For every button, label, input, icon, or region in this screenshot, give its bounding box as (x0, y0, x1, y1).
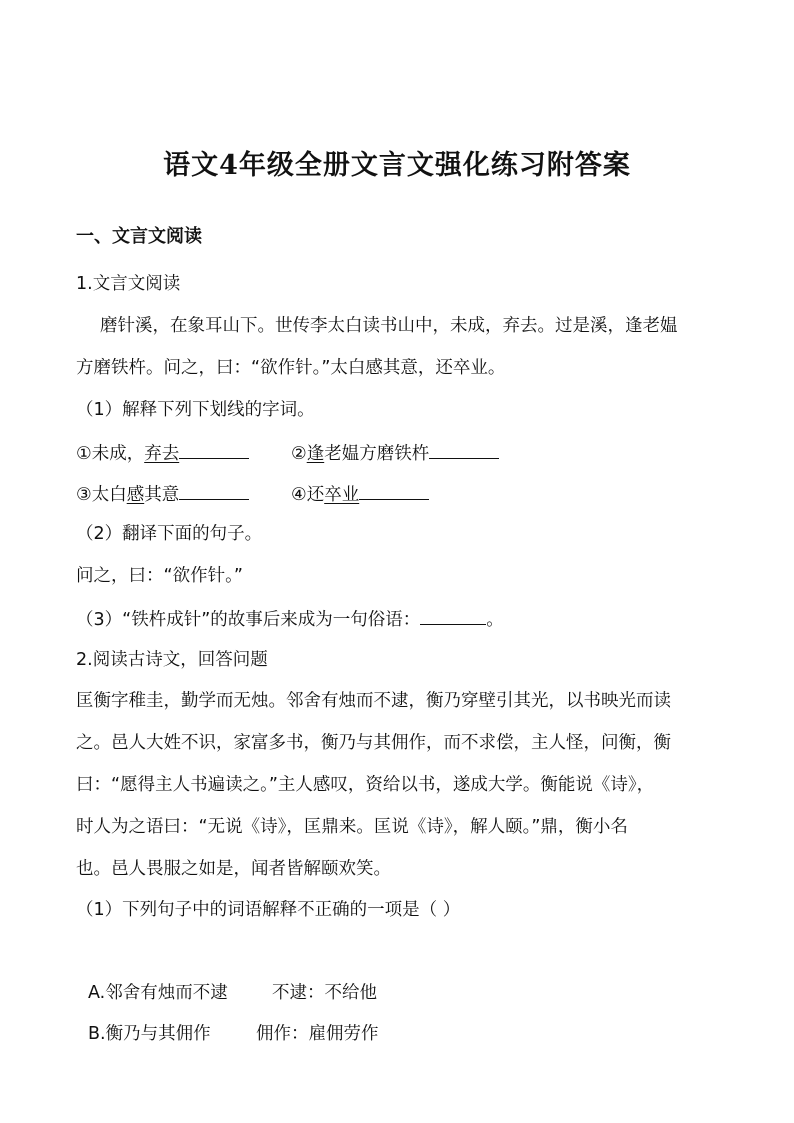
q1-heading: 1.文言文阅读 (76, 274, 181, 294)
q1-sentence: 问之，曰：“欲作针。” (76, 566, 243, 586)
q1-item-3-suffix: 其意 (144, 485, 180, 505)
q2-option-b-gloss: 佣作：雇佣劳作 (256, 1024, 379, 1044)
q1-sub3-end: 。 (486, 610, 504, 630)
q1-item-4 (291, 481, 429, 507)
q1-item-1-underlined: 弃去 (144, 444, 180, 464)
q1-sub3 (76, 606, 504, 632)
q1-passage-line-2: 方磨铁杵。问之，曰：“欲作针。”太白感其意，还卒业。 (76, 358, 506, 378)
q1-item-3 (76, 481, 249, 507)
document-title: 语文4年级全册文言文强化练习附答案 (163, 150, 631, 181)
q1-sub2: （2）翻译下面的句子。 (76, 524, 263, 544)
q2-passage-line-4: 时人为之语曰：“无说《诗》，匡鼎来。匡说《诗》，解人颐。”鼎，衡小名 (76, 817, 628, 837)
q2-passage-line-1: 匡衡字稚圭，勤学而无烛。邻舍有烛而不逮，衡乃穿壁引其光，以书映光而读 (76, 691, 671, 711)
q1-item-1-blank[interactable] (179, 440, 249, 459)
q1-sub1: （1）解释下列下划线的字词。 (76, 400, 315, 420)
q2-passage-line-3: 曰：“愿得主人书遍读之。”主人感叹，资给以书，遂成大学。衡能说《诗》， (76, 775, 655, 795)
q1-passage-line-1: 磨针溪，在象耳山下。世传李太白读书山中，未成，弃去。过是溪，逢老媪 (100, 316, 678, 336)
q1-sub3-text: （3）“铁杵成针”的故事后来成为一句俗语： (76, 610, 421, 630)
q1-item-3-underlined: 感 (126, 485, 145, 505)
q1-item-4-underlined: 卒业 (324, 485, 360, 505)
q1-item-1-prefix: ①未成， (76, 444, 145, 464)
q2-option-b-label: B.衡乃与其佣作 (88, 1024, 211, 1044)
q1-item-1 (76, 440, 249, 466)
q1-sub3-blank[interactable] (420, 606, 486, 625)
q2-passage-line-5: 也。邑人畏服之如是，闻者皆解颐欢笑。 (76, 859, 391, 879)
q2-option-a-gloss: 不逮：不给他 (272, 983, 377, 1003)
q1-item-2-underlined: 逢 (306, 444, 325, 464)
q1-item-2 (291, 440, 499, 466)
q2-sub1: （1）下列句子中的词语解释不正确的一项是（ ） (76, 900, 461, 920)
q1-item-2-blank[interactable] (429, 440, 499, 459)
q1-item-4-prefix: ④还 (291, 485, 325, 505)
q2-passage-line-2: 之。邑人大姓不识，家富多书，衡乃与其佣作，而不求偿，主人怪，问衡，衡 (76, 733, 671, 753)
section-heading: 一、文言文阅读 (76, 226, 202, 247)
q1-item-3-blank[interactable] (179, 481, 249, 500)
q1-item-2-suffix: 老媪方磨铁杵 (324, 444, 430, 464)
q2-heading: 2.阅读古诗文，回答问题 (76, 650, 268, 670)
q1-item-3-prefix: ③太白 (76, 485, 127, 505)
q1-item-2-prefix: ② (291, 444, 307, 464)
q1-item-4-blank[interactable] (359, 481, 429, 500)
q2-option-a-label: A.邻舍有烛而不逮 (88, 983, 228, 1003)
